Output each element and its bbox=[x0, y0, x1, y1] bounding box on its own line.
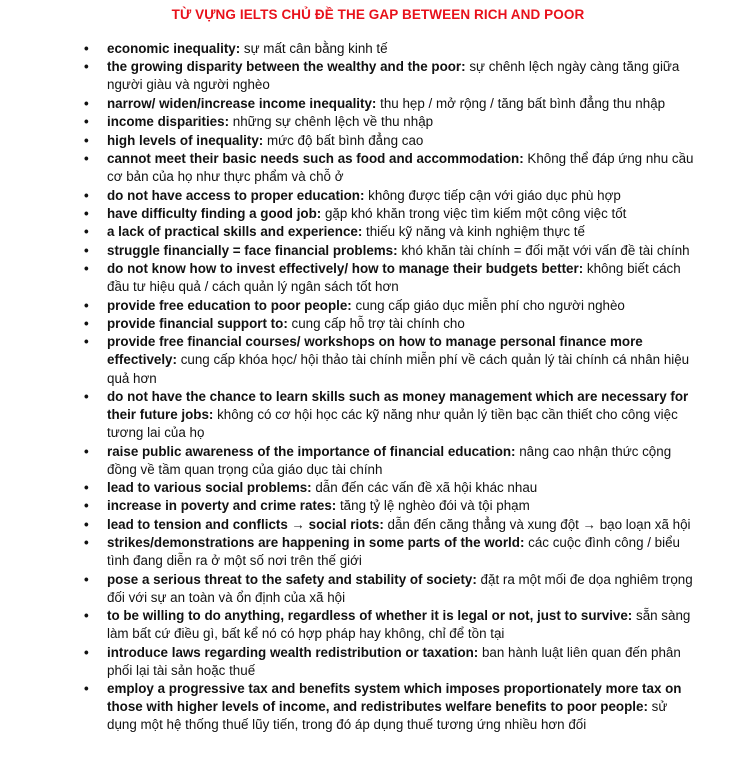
list-item bbox=[0, 333, 756, 387]
list-item bbox=[0, 187, 756, 205]
term: the growing disparity between the wealthy and the poor: bbox=[107, 59, 466, 75]
bullet-icon: • bbox=[84, 261, 89, 277]
list-item bbox=[0, 607, 756, 643]
term: strikes/demonstrations are happening in some parts of the world: bbox=[107, 535, 525, 551]
term: increase in poverty and crime rates: bbox=[107, 498, 337, 514]
list-item bbox=[0, 223, 756, 241]
term: struggle financially = face financial problems: bbox=[107, 242, 398, 258]
term: provide financial support to: bbox=[107, 315, 288, 331]
term: high levels of inequality: bbox=[107, 132, 264, 148]
bullet-icon: • bbox=[84, 608, 89, 624]
meaning: đặt ra một mối đe dọa nghiêm trọng đối với sự an toàn và ổn định của xã hội bbox=[107, 571, 693, 605]
term: narrow/ widen/increase income inequality: bbox=[107, 95, 377, 111]
meaning: gặp khó khăn trong việc tìm kiếm một công việc tốt bbox=[321, 205, 627, 221]
bullet-icon: • bbox=[84, 114, 89, 130]
meaning: không biết cách đầu tư hiệu quả / cách quản lý ngân sách tốt hơn bbox=[107, 261, 681, 295]
meaning: thiếu kỹ năng và kinh nghiệm thực tế bbox=[362, 224, 585, 240]
bullet-icon: • bbox=[84, 498, 89, 514]
bullet-icon: • bbox=[84, 59, 89, 75]
term: introduce laws regarding wealth redistribution or taxation: bbox=[107, 644, 479, 660]
meaning: sử dụng một hệ thống thuế lũy tiến, trong đó áp dụng thuế tương ứng nhiều hơn đối bbox=[107, 699, 668, 733]
meaning: những sự chênh lệch về thu nhập bbox=[229, 114, 434, 130]
meaning: khó khăn tài chính = đối mặt với vấn đề tài chính bbox=[397, 242, 690, 258]
meaning: thu hẹp / mở rộng / tăng bất bình đẳng thu nhập bbox=[376, 95, 666, 111]
term: do not have the chance to learn skills such as money management which are necessary for their future jobs: bbox=[107, 388, 689, 423]
list-item bbox=[0, 315, 756, 333]
bullet-icon: • bbox=[84, 315, 89, 331]
bullet-icon: • bbox=[84, 571, 89, 587]
list-item bbox=[0, 388, 756, 442]
term: do not have access to proper education: bbox=[107, 187, 365, 203]
bullet-icon: • bbox=[84, 151, 89, 167]
list-item bbox=[0, 132, 756, 150]
meaning: dẫn đến căng thẳng và xung đột → bạo loạn xã hội bbox=[383, 516, 691, 532]
list-item bbox=[0, 680, 756, 734]
term: economic inequality: bbox=[107, 41, 241, 56]
meaning: cung cấp khóa học/ hội thảo tài chính miễn phí về cách quản lý tài chính cá nhân hiệu quả hơn bbox=[107, 352, 690, 386]
list-item bbox=[0, 113, 756, 131]
bullet-icon: • bbox=[84, 681, 89, 697]
meaning: cung cấp giáo dục miễn phí cho người nghèo bbox=[351, 297, 625, 313]
bullet-icon: • bbox=[84, 132, 89, 148]
list-item bbox=[0, 58, 756, 94]
term: provide free financial courses/ workshops on how to manage personal finance more effectively: bbox=[107, 334, 643, 368]
term: employ a progressive tax and benefits system which imposes proportionately more tax on those with higher levels of income, and redistributes welfare benefits to poor people: bbox=[107, 681, 682, 715]
meaning: sự mất cân bằng kinh tế bbox=[240, 41, 388, 56]
bullet-icon: • bbox=[84, 516, 89, 532]
bullet-icon: • bbox=[84, 187, 89, 203]
bullet-icon: • bbox=[84, 443, 89, 459]
list-item bbox=[0, 516, 756, 534]
meaning: ban hành luật liên quan đến phân phối lại tài sản hoặc thuế bbox=[107, 644, 681, 678]
term: provide free education to poor people: bbox=[107, 297, 352, 313]
list-item bbox=[0, 443, 756, 479]
meaning: mức độ bất bình đẳng cao bbox=[263, 132, 424, 148]
bullet-icon: • bbox=[84, 535, 89, 551]
list-item bbox=[0, 497, 756, 515]
term: a lack of practical skills and experience: bbox=[107, 224, 363, 240]
bullet-icon: • bbox=[84, 41, 89, 56]
bullet-icon: • bbox=[84, 388, 89, 404]
vocabulary-list bbox=[0, 40, 756, 735]
term: income disparities: bbox=[107, 114, 230, 130]
meaning: không được tiếp cận với giáo dục phù hợp bbox=[364, 187, 621, 203]
term: pose a serious threat to the safety and stability of society: bbox=[107, 571, 477, 587]
term: lead to various social problems: bbox=[107, 480, 312, 495]
meaning: các cuộc đình công / biểu tình đang diễn ra ở một số nơi trên thế giới bbox=[107, 535, 681, 569]
term: do not know how to invest effectively/ how to manage their budgets better: bbox=[107, 261, 584, 277]
meaning: dẫn đến các vấn đề xã hội khác nhau bbox=[311, 480, 538, 495]
list-item bbox=[0, 242, 756, 260]
meaning: sẵn sàng làm bất cứ điều gì, bất kể nó có hợp pháp hay không, chỉ để tồn tại bbox=[107, 608, 691, 642]
list-item bbox=[0, 95, 756, 113]
list-item bbox=[0, 534, 756, 570]
term: raise public awareness of the importance of financial education: bbox=[107, 443, 516, 459]
bullet-icon: • bbox=[84, 224, 89, 240]
bullet-icon: • bbox=[84, 297, 89, 313]
list-item bbox=[0, 150, 756, 186]
list-item bbox=[0, 571, 756, 607]
bullet-icon: • bbox=[84, 480, 89, 495]
term: cannot meet their basic needs such as food and accommodation: bbox=[107, 151, 524, 167]
meaning: Không thể đáp ứng nhu cầu cơ bản của họ như thực phẩm và chỗ ở bbox=[107, 151, 694, 185]
bullet-icon: • bbox=[84, 644, 89, 660]
list-item bbox=[0, 205, 756, 223]
meaning: tăng tỷ lệ nghèo đói và tội phạm bbox=[336, 498, 530, 514]
bullet-icon: • bbox=[84, 242, 89, 258]
term: to be willing to do anything, regardless of whether it is legal or not, just to survive: bbox=[107, 608, 633, 624]
list-item bbox=[0, 479, 756, 497]
list-item bbox=[0, 644, 756, 680]
list-item bbox=[0, 260, 756, 296]
list-item bbox=[0, 297, 756, 315]
meaning: không có cơ hội học các kỹ năng như quản lý tiền bạc cần thiết cho công việc tương lai của họ bbox=[107, 407, 678, 441]
bullet-icon: • bbox=[84, 205, 89, 221]
bullet-icon: • bbox=[84, 95, 89, 111]
meaning: nâng cao nhận thức cộng đồng về tầm quan trọng của giáo dục tài chính bbox=[107, 443, 672, 477]
list-item bbox=[0, 40, 756, 58]
page-title: TỪ VỰNG IELTS CHỦ ĐỀ THE GAP BETWEEN RICH AND POOR bbox=[171, 7, 585, 22]
bullet-icon: • bbox=[84, 334, 89, 350]
term: lead to tension and conflicts → social riots: bbox=[107, 516, 384, 532]
term: have difficulty finding a good job: bbox=[107, 205, 322, 221]
meaning: sự chênh lệch ngày càng tăng giữa người giàu và người nghèo bbox=[107, 59, 680, 93]
meaning: cung cấp hỗ trợ tài chính cho bbox=[287, 315, 465, 331]
